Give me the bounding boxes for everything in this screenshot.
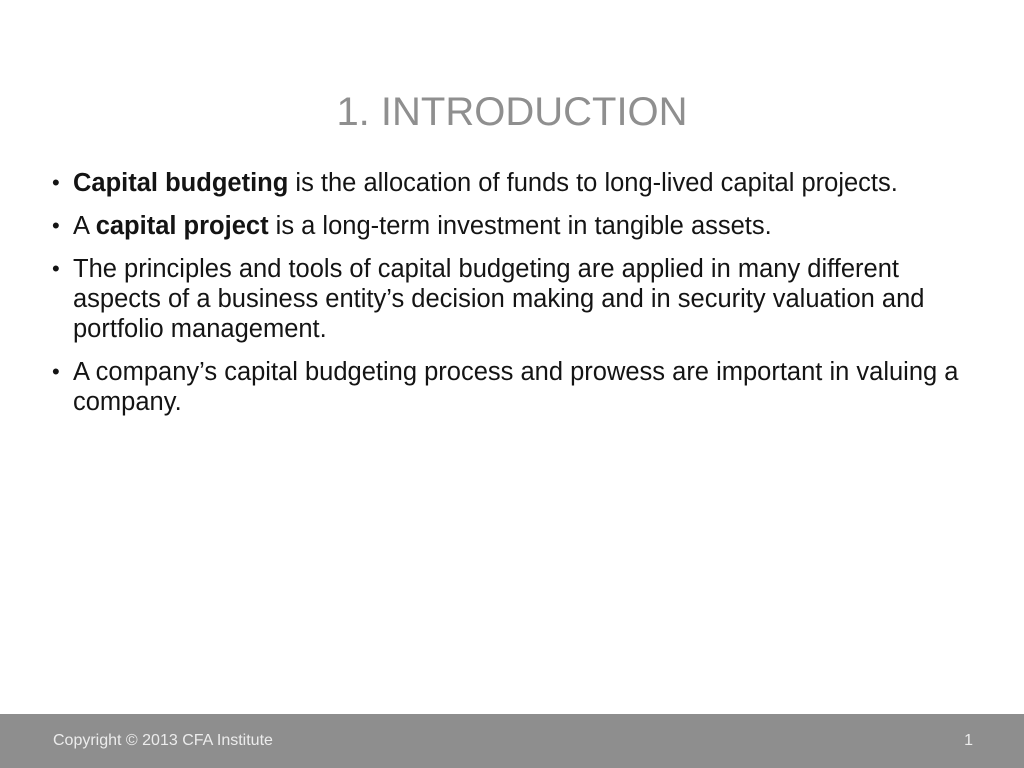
bullet-text-segment: capital project — [95, 212, 269, 240]
bullet-item — [52, 211, 988, 241]
page-number: 1 — [964, 732, 973, 749]
bullet-item — [52, 357, 988, 417]
bullet-text-segment: Capital budgeting — [73, 169, 289, 197]
bullet-item — [52, 254, 988, 344]
bullet-text-segment: The principles and tools of capital budgeting are applied in many different aspects of a business entity’s decision making and in security valuation and portfolio management. — [73, 255, 925, 343]
bullet-text-segment: A — [73, 212, 96, 240]
bullet-text-segment: A company’s capital budgeting process and prowess are important in valuing a company. — [73, 358, 959, 416]
footer-bar — [0, 714, 1024, 768]
bullet-text-segment: is a long-term investment in tangible assets. — [268, 212, 772, 240]
copyright-text: Copyright © 2013 CFA Institute — [53, 732, 273, 749]
bullet-list — [52, 168, 988, 430]
slide-title: 1. INTRODUCTION — [336, 90, 688, 134]
bullet-text-segment: is the allocation of funds to long-lived capital projects. — [288, 169, 898, 197]
bullet-item — [52, 168, 988, 198]
